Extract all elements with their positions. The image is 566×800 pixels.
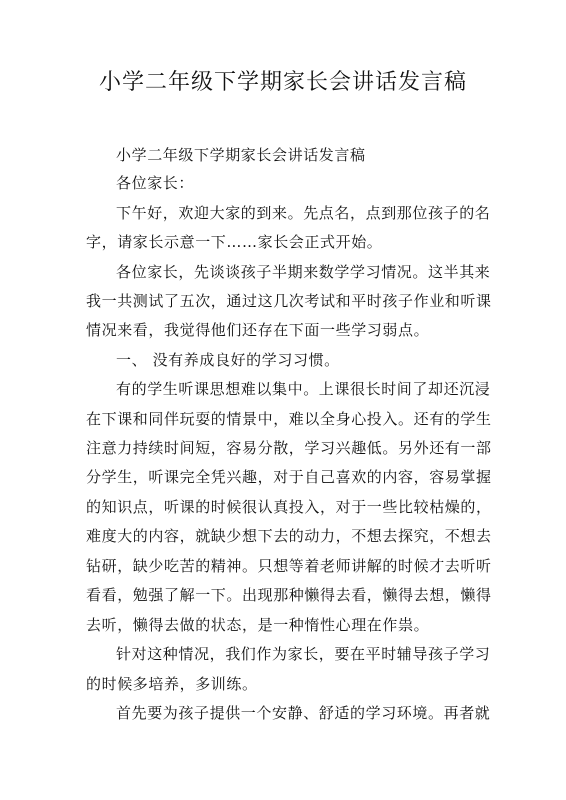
body-line-15: 钻研，缺少吃苦的精神。只想等着老师讲解的时候才去听听 [86, 557, 492, 575]
body-line-13: 的知识点，听课的时候很认真投入，对于一些比较枯燥的， [86, 498, 492, 516]
body-line-18: 针对这种情况，我们作为家长，要在平时辅导孩子学习 [116, 645, 491, 663]
document-title: 小学二年级下学期家长会讲话发言稿 [98, 70, 467, 95]
body-line-20: 首先要为孩子提供一个安静、舒适的学习环境。再者就 [116, 704, 491, 722]
body-line-12: 分学生，听课完全凭兴趣，对于自己喜欢的内容，容易掌握 [86, 468, 492, 486]
body-line-6: 我一共测试了五次，通过这几次考试和平时孩子作业和听课 [86, 292, 492, 310]
body-line-1: 小学二年级下学期家长会讲话发言稿 [116, 146, 366, 164]
body-line-5: 各位家长，先谈谈孩子半期来数学学习情况。这半其来 [116, 263, 491, 281]
body-line-14: 难度大的内容，就缺少想下去的动力，不想去探究，不想去 [86, 527, 492, 545]
body-line-19: 的时候多培养，多训练。 [86, 675, 258, 693]
body-line-16: 看看，勉强了解一下。出现那种懒得去看，懒得去想，懒得 [86, 586, 492, 604]
body-line-3: 下午好，欢迎大家的到来。先点名，点到那位孩子的名 [116, 204, 491, 222]
body-line-7: 情况来看，我觉得他们还存在下面一些学习弱点。 [86, 321, 430, 339]
section-heading-1: 一、 没有养成良好的学习习惯。 [116, 351, 340, 369]
body-line-9: 有的学生听课思想难以集中。上课很长时间了却还沉浸 [116, 380, 491, 398]
body-line-2: 各位家长： [116, 174, 195, 192]
body-line-4: 字，请家长示意一下……家长会正式开始。 [86, 233, 383, 251]
body-line-10: 在下课和同伴玩耍的情景中，难以全身心投入。还有的学生 [86, 410, 492, 428]
body-line-17: 去听，懒得去做的状态，是一种惰性心理在作祟。 [86, 616, 430, 634]
body-line-11: 注意力持续时间短，容易分散，学习兴趣低。另外还有一部 [86, 439, 492, 457]
